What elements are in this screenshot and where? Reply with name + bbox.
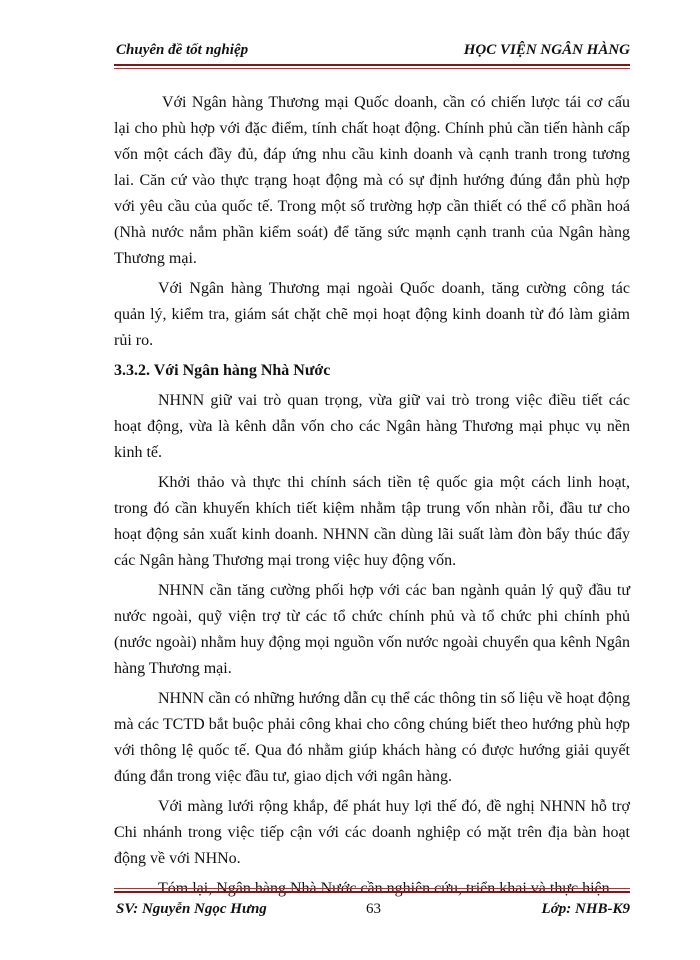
footer-class: Lớp: NHB-K9 [541, 901, 630, 917]
page-footer [114, 899, 630, 923]
paragraph: Khởi thảo và thực thi chính sách tiền tệ quốc gia một cách linh hoạt, trong đó cần khuyến khích tiết kiệm nhằm tập trung vốn nhàn rỗi, đầu tư cho hoạt động sản xuất kinh doanh. NHNN cần dùng lãi suất làm đòn bẩy thúc đẩy các Ngân hàng Thương mại trong việc huy động vốn. [114, 474, 630, 569]
page-header [114, 40, 630, 64]
footer-rule-thin [114, 888, 630, 889]
paragraph: Với Ngân hàng Thương mại Quốc doanh, cần có chiến lược tái cơ cấu lại cho phù hợp với đặc điểm, tính chất hoạt động. Chính phủ cần tiến hành cấp vốn một cách đầy đủ, đáp ứng nhu cầu kinh doanh và cạnh tranh trong tương lai. Căn cứ vào thực trạng hoạt động mà có sự định hướng đúng đắn phù hợp với yêu cầu của quốc tế. Trong một số trường hợp cần thiết có thể cổ phần hoá (Nhà nước nắm phần kiểm soát) để tăng sức mạnh cạnh tranh của Ngân hàng Thương mại. [114, 94, 630, 267]
paragraph: Với màng lưới rộng khắp, để phát huy lợi thế đó, đề nghị NHNN hỗ trợ Chi nhánh trong việc tiếp cận với các doanh nghiệp có mặt trên địa bàn hoạt động về với NHNo. [114, 798, 630, 867]
paragraph: NHNN cần tăng cường phối hợp với các ban ngành quản lý quỹ đầu tư nước ngoài, quỹ viện trợ từ các tổ chức chính phủ và tổ chức phi chính phủ (nước ngoài) nhằm huy động mọi nguồn vốn nước ngoài chuyển qua kênh Ngân hàng Thương mại. [114, 582, 630, 677]
paragraph: Với Ngân hàng Thương mại ngoài Quốc doanh, tăng cường công tác quản lý, kiểm tra, giám sát chặt chẽ mọi hoạt động kinh doanh từ đó làm giảm rủi ro. [114, 280, 630, 349]
header-rule [114, 64, 630, 66]
footer-rule [114, 891, 630, 893]
paragraph: NHNN giữ vai trò quan trọng, vừa giữ vai trò trong việc điều tiết các hoạt động, vừa là kênh dẫn vốn cho các Ngân hàng Thương mại phục vụ nền kinh tế. [114, 392, 630, 461]
header-document-type: Chuyên đề tốt nghiệp [116, 42, 249, 58]
footer-student-name: SV: Nguyễn Ngọc Hưng [116, 901, 267, 917]
header-rule-thin [114, 68, 630, 69]
section-heading: 3.3.2. Với Ngân hàng Nhà Nước [114, 362, 331, 379]
paragraph: NHNN cần có những hướng dẫn cụ thể các thông tin số liệu về hoạt động mà các TCTD bắt buộc phải công khai cho công chúng biết theo hướng phù hợp với thông lệ quốc tế. Qua đó nhằm giúp khách hàng có được hướng giải quyết đúng đắn trong việc đầu tư, giao dịch với ngân hàng. [114, 690, 630, 785]
header-institution: HỌC VIỆN NGÂN HÀNG [463, 42, 630, 58]
page-number: 63 [366, 901, 381, 917]
page-body [114, 90, 630, 906]
